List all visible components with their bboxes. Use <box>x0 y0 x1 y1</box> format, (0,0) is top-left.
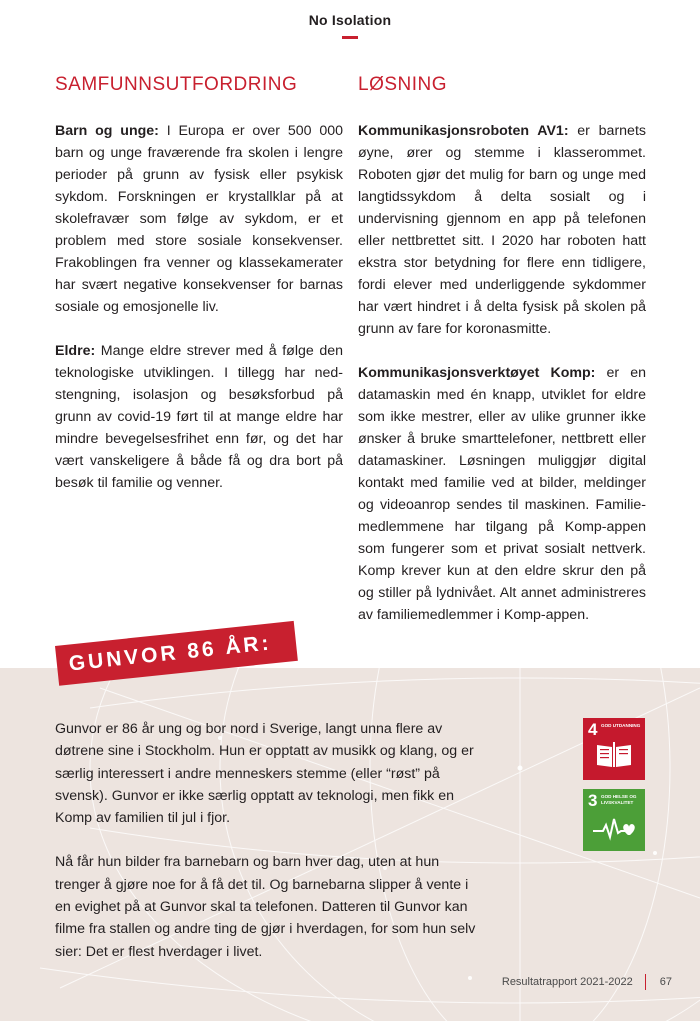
paragraph-body: Mange eldre strever med å følge den teknologiske utviklingen. I tillegg har ned-stengning, isolasjon og besøksforbud på grunn av covid-19 ført til at mange eldre har mindre bevegelsesfrihet enn før, og det har vært vanskeligere å både få og dra bort på besøk til familie og venner. <box>55 343 343 491</box>
solution-column <box>358 72 646 648</box>
story-paragraph: Gunvor er 86 år ung og bor nord i Sverige, langt unna flere av døtrene sine i Stockholm. Hun er opptatt av musikk og klang, og er særlig interessert i andre menneskers stemme (eller “røst” på svensk). Gunvor er ikke særlig opptatt av teknologi, men fikk en Komp av familien til jul i fjor. <box>55 721 474 827</box>
solution-paragraph-komp <box>358 362 646 626</box>
sdg-badge-good-health <box>583 789 645 851</box>
sdg-badge-quality-education <box>583 718 645 780</box>
sdg-number: 3 <box>588 791 598 810</box>
header-accent-rule <box>342 36 358 39</box>
story-banner: GUNVOR 86 ÅR: <box>55 621 298 686</box>
page-number: 67 <box>659 976 672 988</box>
report-title: Resultatrapport 2021-2022 <box>501 976 633 988</box>
challenge-paragraph-elderly <box>55 340 343 494</box>
paragraph-body: er en datamaskin med én knapp, utviklet for eldre som ikke mestrer, eller av ulike grunner ikke ønsker å bruke smarttelefoner, nettbrett eller datamaskiner. Løsningen muliggjør digital kontakt med familie ved at bilder, meldinger og videoanrop sendes til maskinen. Familie-medlemmene har tilgang på Komp-appen som fungerer som et privat sosialt nettverk. Komp krever kun at den eldre skrur den på og stiller på lydnivået. Alt annet administreres av familiemedlemmer i Komp-appen. <box>358 365 646 623</box>
solution-paragraph-av1 <box>358 120 646 340</box>
footer-divider <box>645 974 646 990</box>
sdg-number: 4 <box>588 720 598 739</box>
paragraph-body: er barnets øyne, ører og stemme i klasserommet. Roboten gjør det mulig for barn og unge med langtidssykdom å delta sosialt og i undervisning gjennom en app på telefonen eller nettbrettet sitt. I 2020 har roboten hatt ekstra stor betydning for flere enn tidligere, fordi elever med underliggende sykdommer har vært hindret i å delta fysisk på skolen på grunn av fare for koronasmitte. <box>358 123 646 337</box>
challenge-heading: SAMFUNNSUTFORDRING <box>55 74 298 95</box>
story-paragraph: Nå får hun bilder fra barnebarn og barn hver dag, uten at hun trenger å gjøre noe for å få det til. Og barnebarna slipper å vente i en evighet på at Gunvor skal ta telefonen. Datteren til Gunvor kan filme fra stallen og andre ting de gjør i hverdagen, for som hun selv sier: Det er flest hverdager i livet. <box>55 854 476 960</box>
sdg-label: GOD UTDANNING <box>601 723 641 728</box>
paragraph-lead: Kommunikasjonsroboten AV1: <box>358 123 569 139</box>
book-icon <box>583 718 645 780</box>
running-header: No Isolation <box>308 12 392 28</box>
challenge-column <box>55 72 343 516</box>
challenge-paragraph-children <box>55 120 343 318</box>
sdg-label: GOD HELSE OG LIVSKVALITET <box>601 794 637 805</box>
paragraph-lead: Eldre: <box>55 343 96 359</box>
story-text <box>55 718 487 985</box>
paragraph-body: I Europa er over 500 000 barn og unge fraværende fra skolen i lengre perioder på grunn av fysisk eller psykisk sykdom. Forskningen er krystallklar på at skolefravær som følge av sykdom, er et problem med store sosiale konsekvenser. Frakoblingen fra venner og klassekamerater har svært negative konsekvenser for barnas sosiale og emosjonelle liv. <box>55 123 343 315</box>
solution-heading: LØSNING <box>358 74 448 95</box>
page-footer <box>502 974 672 990</box>
heartbeat-icon <box>583 789 645 851</box>
paragraph-lead: Barn og unge: <box>55 123 159 139</box>
paragraph-lead: Kommunikasjonsverktøyet Komp: <box>358 365 596 381</box>
